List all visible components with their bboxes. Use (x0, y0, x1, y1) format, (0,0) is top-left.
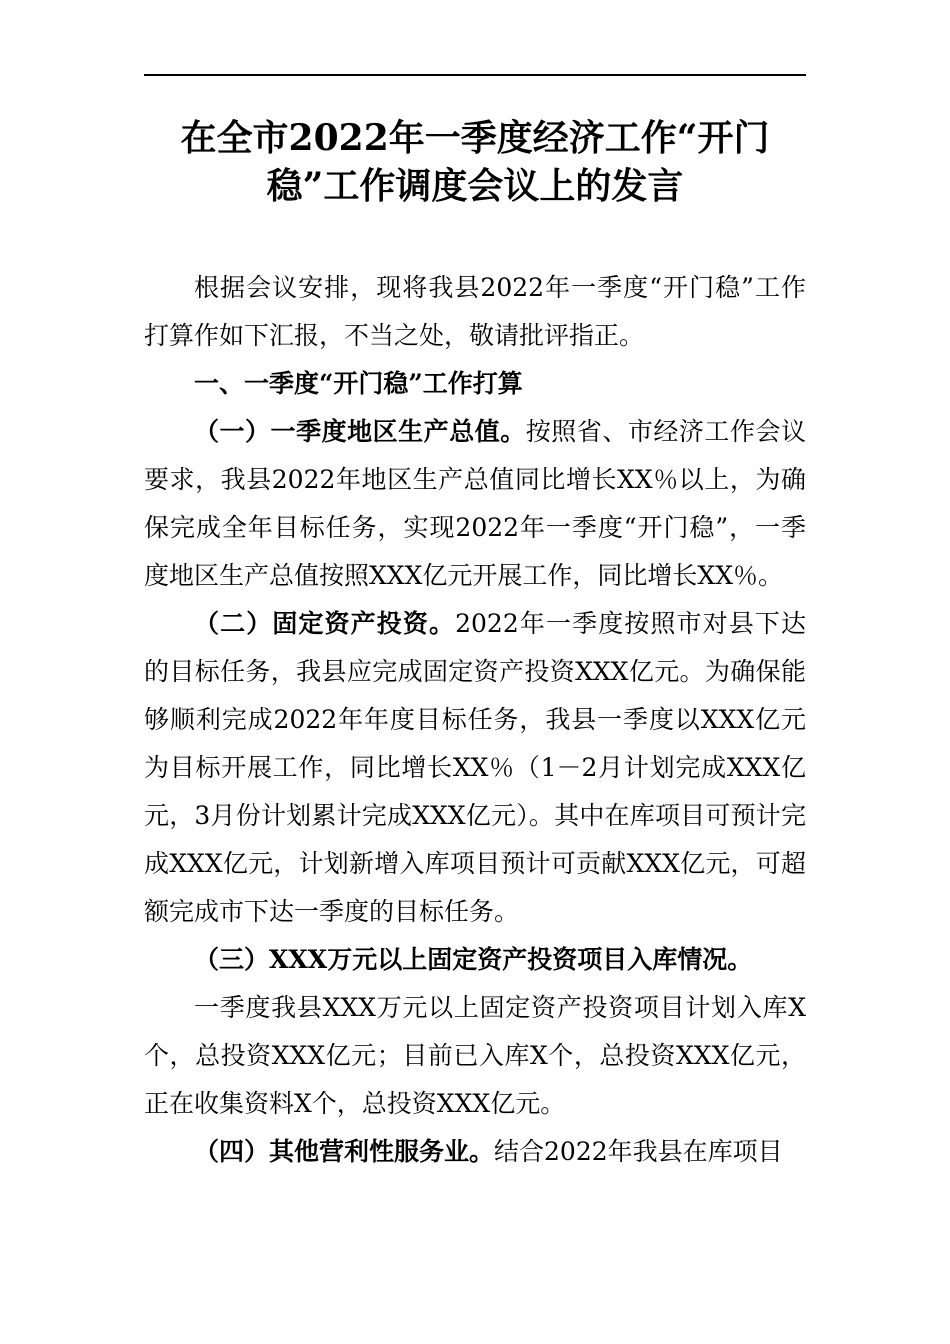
document-title (144, 114, 806, 210)
paragraph-2 (144, 600, 806, 936)
paragraph-4-heading: （四）其他营利性服务业。 (194, 1137, 495, 1166)
header-rule (144, 74, 806, 76)
title-line-2: 稳”工作调度会议上的发言 (266, 165, 684, 207)
intro-paragraph: 根据会议安排，现将我县2022年一季度“开门稳”工作打算作如下汇报，不当之处，敬请批评指正。 (144, 273, 806, 350)
paragraph-3-heading: （三）XXX万元以上固定资产投资项目入库情况。 (194, 945, 753, 974)
paragraph-1-heading: （一）一季度地区生产总值。 (194, 417, 526, 446)
paragraph-1-body: 按照省、市经济工作会议要求，我县2022年地区生产总值同比增长XX％以上，为确保完成全年目标任务，实现2022年一季度“开门稳”，一季度地区生产总值按照XXX亿元开展工作，同比增长XX％。 (144, 417, 806, 590)
title-line-1: 在全市2022年一季度经济工作“开门 (180, 117, 770, 159)
paragraph-2-body: 2022年一季度按照市对县下达的目标任务，我县应完成固定资产投资XXX亿元。为确保能够顺利完成2022年年度目标任务，我县一季度以XXX亿元为目标开展工作，同比增长XX％（1－2月计划完成XXX亿元，3月份计划累计完成XXX亿元）。其中在库项目可预计完成XXX亿元，计划新增入库项目预计可贡献XXX亿元，可超额完成市下达一季度的目标任务。 (144, 609, 806, 926)
paragraph-2-heading: （二）固定资产投资。 (194, 609, 456, 638)
document-body (144, 264, 806, 1176)
paragraph-3-body: 一季度我县XXX万元以上固定资产投资项目计划入库X个，总投资XXX亿元；目前已入库X个，总投资XXX亿元，正在收集资料X个，总投资XXX亿元。 (144, 993, 806, 1118)
section-1-heading: 一、一季度“开门稳”工作打算 (194, 369, 523, 398)
paragraph-1 (144, 408, 806, 600)
paragraph-4-body: 结合2022年我县在库项目 (494, 1137, 783, 1166)
paragraph-4 (144, 1128, 806, 1176)
